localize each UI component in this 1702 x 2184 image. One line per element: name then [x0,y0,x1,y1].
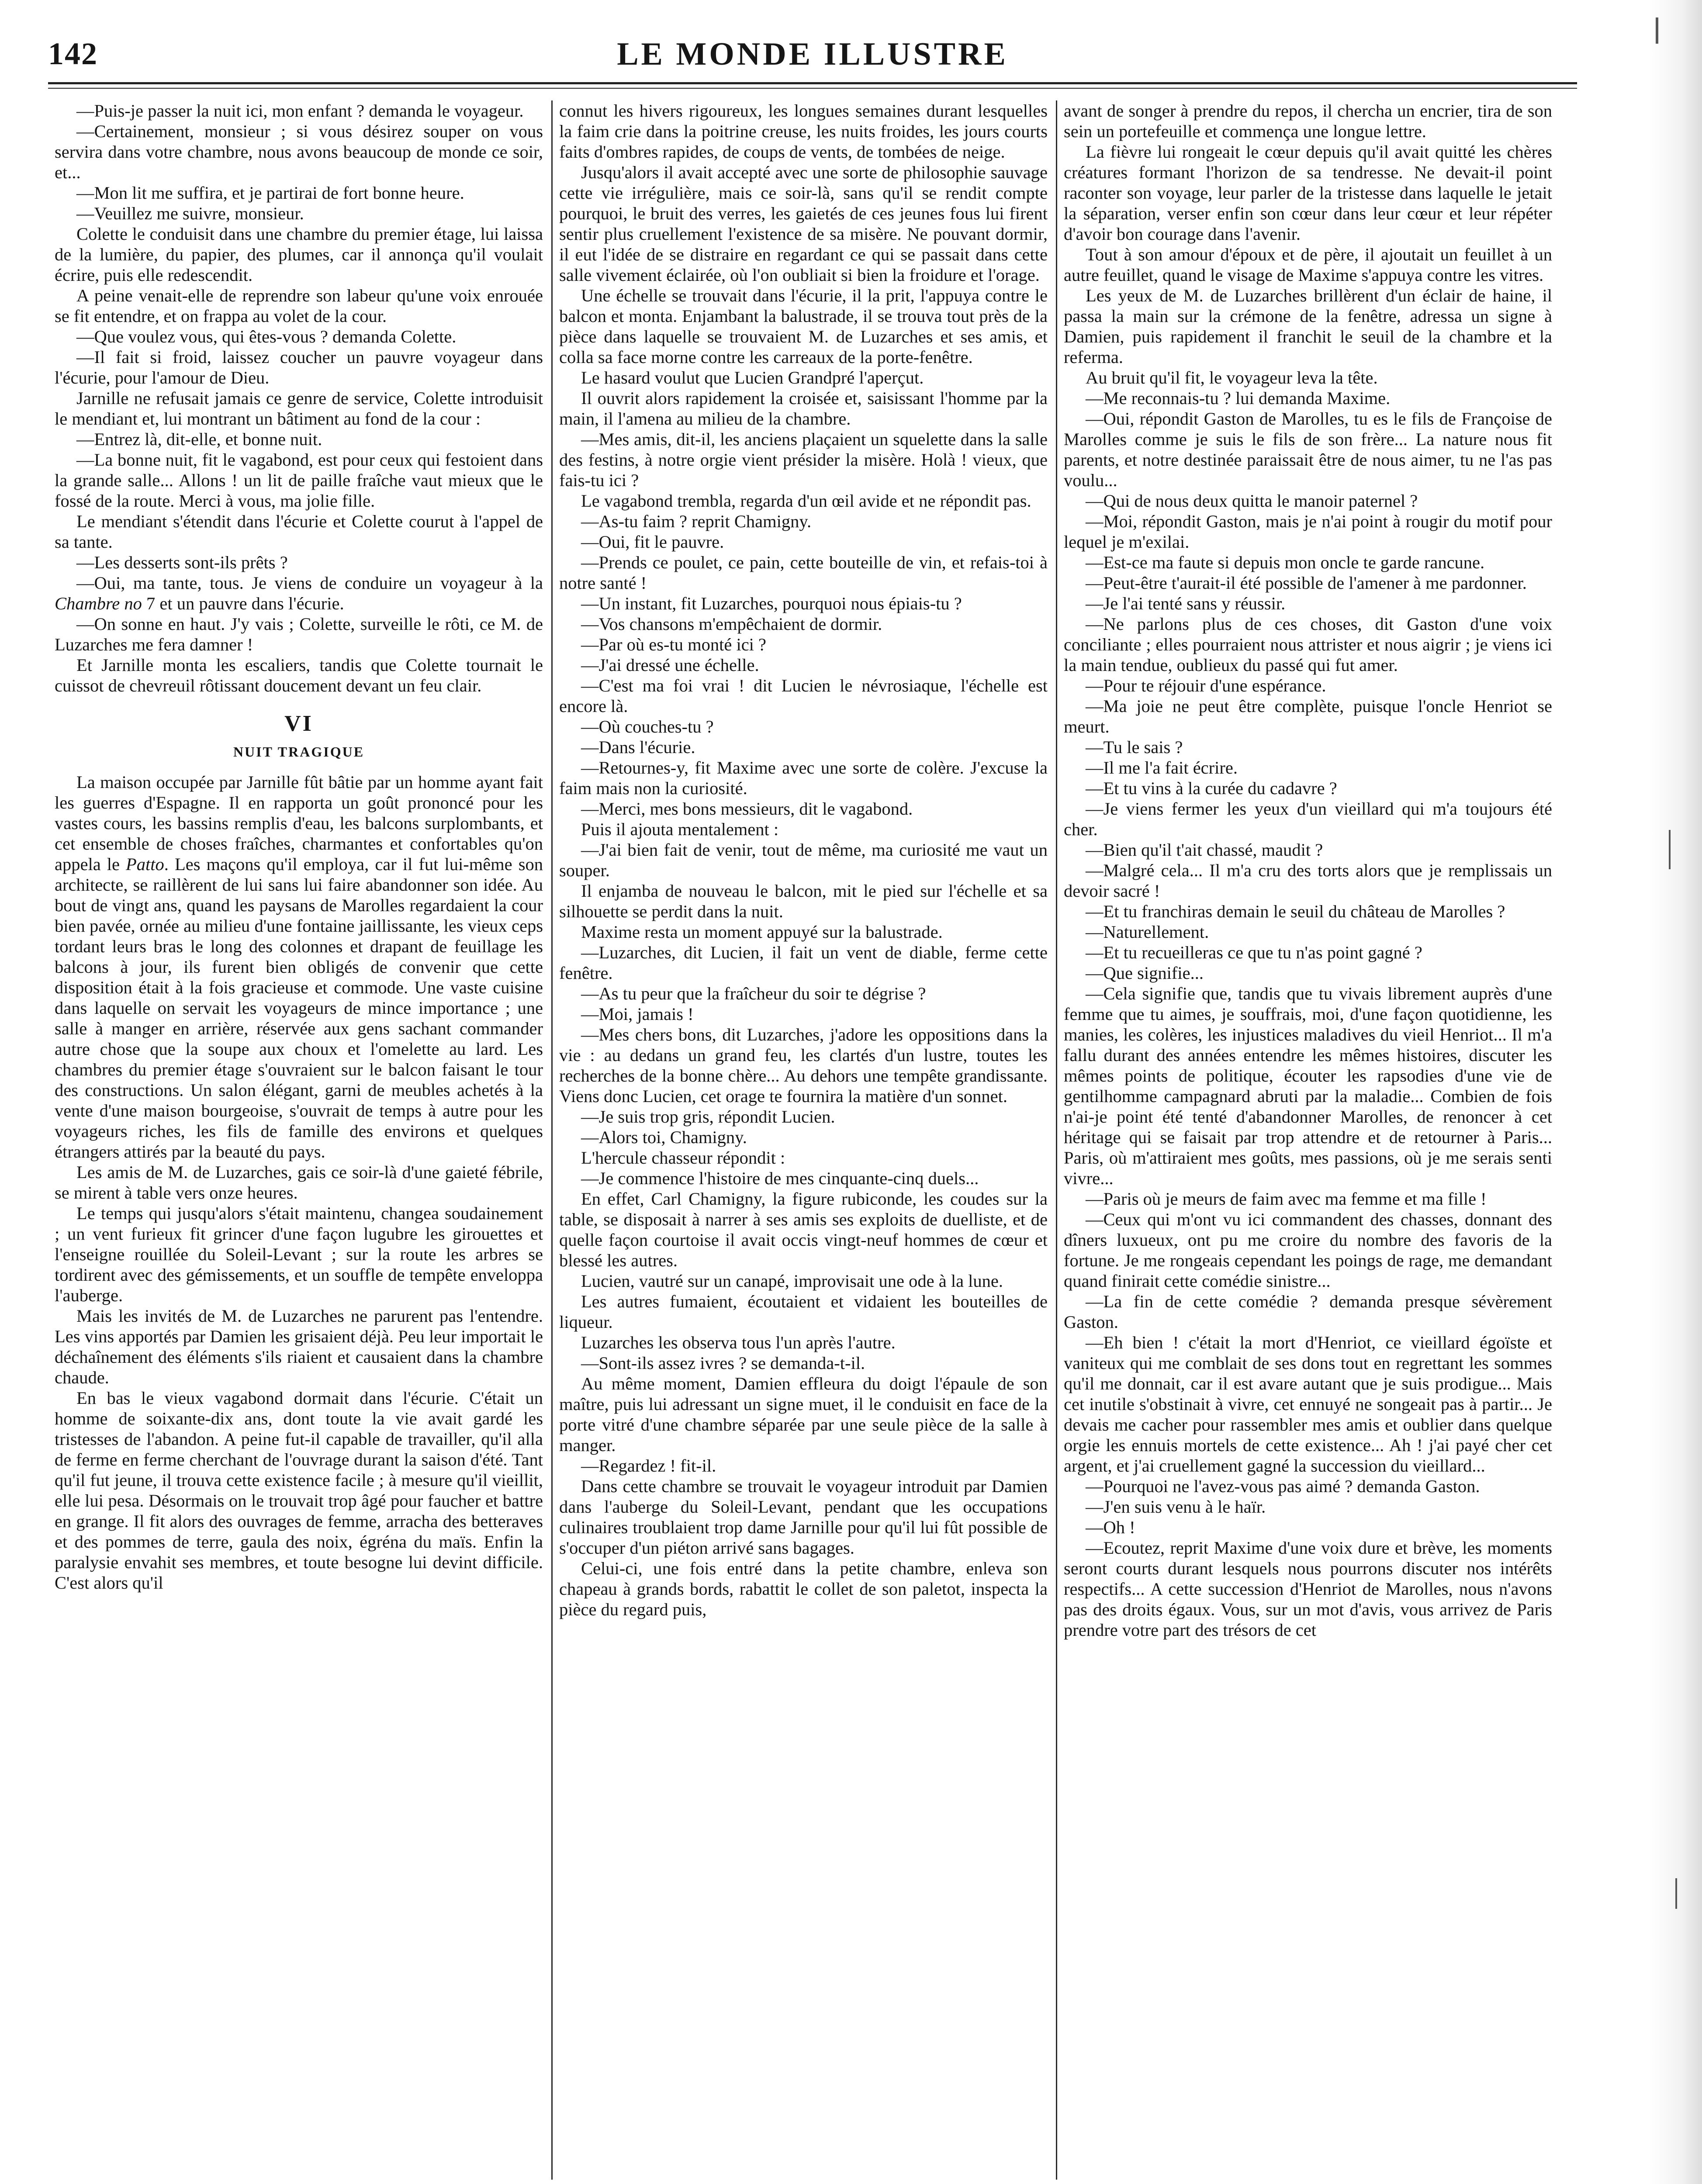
paragraph: Colette le conduisit dans une chambre du premier étage, lui laissa de la lumière, du papier, des plumes, car il annonça qu'il voulait écrire, puis elle redescendit. [55,224,543,285]
text-run: 7 et un pauvre dans l'écurie. [142,594,344,613]
paragraph: —Certainement, monsieur ; si vous désirez souper on vous servira dans votre chambre, nous avons beaucoup de monde ce soir, et... [55,121,543,182]
paragraph: —Mes chers bons, dit Luzarches, j'adore les oppositions dans la vie : au dedans un grand feu, les clartés d'un lustre, toutes les recherches de la bonne chère... Au dehors une tempête grandissante. Viens donc Lucien, cet orage te fournira la matière d'un sonnet. [559,1025,1048,1106]
paragraph: La fièvre lui rongeait le cœur depuis qu'il avait quitté les chères créatures formant l'horizon de sa tendresse. Ne devait-il point raconter son voyage, leur parler de la tristesse dans laquelle le jetait la séparation, verser enfin son cœur dans leur cœur et leur répéter d'avoir bon courage dans l'avenir. [1064,142,1552,244]
paragraph: Le vagabond trembla, regarda d'un œil avide et ne répondit pas. [581,491,1031,511]
paragraph: —Je l'ai tenté sans y réussir. [1086,594,1286,613]
paragraph [55,573,543,614]
paragraph: Le hasard voulut que Lucien Grandpré l'aperçut. [581,368,924,387]
paragraph: —Par où es-tu monté ici ? [581,635,767,654]
print-speck [1656,17,1658,44]
paragraph: —Moi, répondit Gaston, mais je n'ai point à rougir du motif pour lequel je m'exilai. [1064,511,1552,552]
paragraph: —Ma joie ne peut être complète, puisque l'oncle Henriot se meurt. [1064,696,1552,736]
paragraph: —Qui de nous deux quitta le manoir paternel ? [1086,491,1418,511]
text-run: La maison occupée par Jarnille fût bâtie par un homme ayant fait les guerres d'Espagne. Il en rapporta un goût prononcé pour les vastes cours, les bassins remplis d'eau, les balcons surplombants, et cet ensemble de choses fraîches, charmantes et confortables qu'on appela le [55,772,543,874]
paragraph: —Ne parlons plus de ces choses, dit Gaston d'une voix conciliante ; elles pourraient nous attrister et nous aigrir ; je viens ici la main tendue, oublieux du passé qui fut amer. [1064,614,1552,675]
paragraph: —Naturellement. [1086,922,1209,942]
column-divider [551,100,553,2180]
paragraph: —Eh bien ! c'était la mort d'Henriot, ce vieillard égoïste et vaniteux qui me comblait de ses dons tout en regrettant les sommes qu'il me donnait, car il est avare autant que je suis prodigue... Mais cet inutile s'obstinait à vivre, cet ennuyé ne songeait pas à partir... Je devais me cacher pour rassembler mes amis et oublier dans quelque orgie les ennuis mortels de cette existence... Ah ! j'ai payé cher cet argent, et j'ai cruellement gagné la succession du vieillard... [1064,1333,1552,1476]
paragraph: En effet, Carl Chamigny, la figure rubiconde, les coudes sur la table, se disposait à narrer à ses amis ses exploits de duelliste, et de quelle façon courtoise il avait occis vingt-neuf hommes de cœur et blessé les autres. [559,1189,1048,1270]
paragraph: Tout à son amour d'époux et de père, il ajoutait un feuillet à un autre feuillet, quand le visage de Maxime s'appuya contre les vitres. [1064,245,1552,285]
paragraph: —As-tu faim ? reprit Chamigny. [581,511,812,531]
page-number: 142 [48,36,98,71]
paragraph: —Luzarches, dit Lucien, il fait un vent de diable, ferme cette fenêtre. [559,943,1048,983]
paragraph: Dans cette chambre se trouvait le voyageur introduit par Damien dans l'auberge du Soleil-Levant, pendant que les occupations culinaires troublaient trop dame Jarnille pour qu'il lui fût possible de s'occuper d'un piéton arrivé sans bagages. [559,1476,1048,1558]
paragraph: Celui-ci, une fois entré dans la petite chambre, enleva son chapeau à grands bords, rabattit le collet de son paletot, inspecta la pièce du regard puis, [559,1559,1048,1619]
paragraph [55,772,543,1162]
page-edge-shadow [1650,0,1702,2184]
column-divider [1056,100,1057,2180]
paragraph: —La fin de cette comédie ? demanda presque sévèrement Gaston. [1064,1292,1552,1332]
paragraph: —Puis-je passer la nuit ici, mon enfant ? demanda le voyageur. [76,101,524,121]
italic-text: Chambre no [55,594,142,613]
paragraph: Le mendiant s'étendit dans l'écurie et Colette courut à l'appel de sa tante. [55,511,543,552]
paragraph: —J'ai dressé une échelle. [581,655,759,675]
text-run: . Les maçons qu'il employa, car il fut lui-même son architecte, se raillèrent de lui sans lui faire abandonner son idée. Au bout de vingt ans, quand les paysans de Marolles regardaient la cour bien pavée, ornée au milieu d'une fontaine jaillissante, les vieux ceps tordant leurs bras le long des colonnes et drapant de feuillage les balcons à jour, ils furent bien obligés de convenir que cette disposition était à la fois gracieuse et commode. Une vaste cuisine dans laquelle on servait les voyageurs de mince importance ; une salle à manger en arrière, réservée aux gens sachant commander autre chose que la soupe aux choux et l'omelette au lard. Les chambres du premier étage s'ouvraient sur le balcon faisant le tour des constructions. Un salon élégant, garni de meubles achetés à la vente d'une maison bourgeoise, s'ouvrait de temps à autre pour les voyageurs riches, les fils de famille des environs et quelques étrangers attirés par la beauté du pays. [55,854,543,1161]
paragraph: Mais les invités de M. de Luzarches ne parurent pas l'entendre. Les vins apportés par Damien les grisaient déjà. Peu leur importait le déchaînement des éléments s'ils riaient et causaient dans la chambre chaude. [55,1306,543,1387]
paragraph: —On sonne en haut. J'y vais ; Colette, surveille le rôti, ce M. de Luzarches me fera damner ! [55,614,543,654]
paragraph: —Que signifie... [1086,963,1204,983]
paragraph: —J'en suis venu à le haïr. [1086,1497,1266,1517]
column-2 [559,100,1048,2180]
paragraph: Puis il ajouta mentalement : [581,819,779,839]
paragraph: Au même moment, Damien effleura du doigt l'épaule de son maître, puis lui adressant un signe muet, il le conduisit en face de la porte vitré d'une chambre séparée par une seule pièce de la salle à manger. [559,1374,1048,1455]
paragraph: —Veuillez me suivre, monsieur. [76,204,304,223]
paragraph: Jarnille ne refusait jamais ce genre de service, Colette introduisit le mendiant et, lui montrant un bâtiment au fond de la cour : [55,388,543,429]
paragraph: —Il fait si froid, laissez coucher un pauvre voyageur dans l'écurie, pour l'amour de Dieu. [55,347,543,387]
paragraph: —Malgré cela... Il m'a cru des torts alors que je remplissais un devoir sacré ! [1064,860,1552,901]
paragraph: —Un instant, fit Luzarches, pourquoi nous épiais-tu ? [581,594,962,613]
paragraph: En bas le vieux vagabond dormait dans l'écurie. C'était un homme de soixante-dix ans, dont toute la vie avait gardé les tristesses de l'abandon. A peine fut-il capable de travailler, qu'il alla de ferme en ferme cherchant de l'ouvrage durant la saison d'été. Tant qu'il fut jeune, il trouva cette existence facile ; à mesure qu'il vieillit, elle lui pesa. Désormais on le trouvait trop âgé pour faucher et battre en grange. Il fit alors des ouvrages de femme, arracha des betteraves et des pommes de terre, gaula des noix, égréna du maïs. Enfin la paralysie envahit ses membres, et toute besogne lui devint difficile. C'est alors qu'il [55,1388,543,1593]
paragraph: —Dans l'écurie. [581,737,695,757]
paragraph: —Et tu vins à la curée du cadavre ? [1086,778,1337,798]
paragraph: —Oui, répondit Gaston de Marolles, tu es le fils de Françoise de Marolles comme je suis le fils de son frère... La nature nous fit parents, et notre destinée paraissait être de nous aimer, tu ne l'as pas voulu... [1064,409,1552,490]
paragraph: Le temps qui jusqu'alors s'était maintenu, changea soudainement ; un vent furieux fit grincer d'une façon lugubre les girouettes et l'enseigne rouillée du Soleil-Levant ; sur la route les arbres se tordirent avec des gémissements, et un souffle de tempête enveloppa l'auberge. [55,1203,543,1305]
paragraph: —Alors toi, Chamigny. [581,1127,747,1147]
paragraph: —Entrez là, dit-elle, et bonne nuit. [76,429,322,449]
paragraph: Jusqu'alors il avait accepté avec une sorte de philosophie sauvage cette vie irrégulière, mais ce soir-là, sans qu'il se rendit compte pourquoi, le bruit des verres, les gaietés de ces jeunes fous lui firent sentir plus cruellement l'existence de sa misère. Ne pouvant dormir, il eut l'idée de se distraire en regardant ce qui se passait dans cette salle vivement éclairée, où l'on oubliait si bien la froidure et l'orage. [559,162,1048,285]
paragraph: —Où couches-tu ? [581,717,714,736]
paragraph: Lucien, vautré sur un canapé, improvisait une ode à la lune. [581,1271,1003,1291]
paragraph: Luzarches les observa tous l'un après l'autre. [581,1333,896,1352]
paragraph: L'hercule chasseur répondit : [581,1148,785,1168]
paragraph: —Me reconnais-tu ? lui demanda Maxime. [1086,388,1391,408]
paragraph: —Bien qu'il t'ait chassé, maudit ? [1086,840,1323,860]
paragraph: connut les hivers rigoureux, les longues semaines durant lesquelles la faim crie dans la poitrine creuse, les nuits froides, les jours courts faits d'ombres rapides, de coups de vents, de tombées de neige. [559,101,1048,162]
paragraph: —Je suis trop gris, répondit Lucien. [581,1107,835,1127]
paragraph: Au bruit qu'il fit, le voyageur leva la tête. [1086,368,1378,387]
paragraph: —Je commence l'histoire de mes cinquante-cinq duels... [581,1168,979,1188]
paragraph: —Merci, mes bons messieurs, dit le vagabond. [581,799,913,819]
paragraph: Et Jarnille monta les escaliers, tandis que Colette tournait le cuissot de chevreuil rôtissant doucement devant un feu clair. [55,655,543,695]
paragraph: Une échelle se trouvait dans l'écurie, il la prit, l'appuya contre le balcon et monta. Enjambant la balustrade, il se trouva tout près de la pièce dans laquelle se trouvaient M. de Luzarches et ses amis, et colla sa face morne contre les carreaux de la porte-fenêtre. [559,286,1048,367]
paragraph: Les yeux de M. de Luzarches brillèrent d'un éclair de haine, il passa la main sur la crémone de la fenêtre, adressa un signe à Damien, puis rapidement il franchit le seuil de la chambre et la referma. [1064,286,1552,367]
paragraph: —Je viens fermer les yeux d'un vieillard qui m'a toujours été cher. [1064,799,1552,839]
paragraph: —Cela signifie que, tandis que tu vivais librement auprès d'une femme que tu aimes, je souffrais, moi, d'une façon quotidienne, les manies, les colères, les injustices maladives du vieil Henriot... Il m'a fallu durant des années entendre les mêmes histoires, discuter les mêmes points de politique, écouter les rapsodies d'une vie de gentilhomme campagnard abruti par la maladie... Combien de fois n'ai-je point été tenté d'abandonner Marolles, de renoncer à cet héritage qui se faisait par trop attendre et de retourner à Paris... Paris, où m'attiraient mes goûts, mes passions, où je me serais senti vivre... [1064,984,1552,1188]
paragraph: —Paris où je meurs de faim avec ma femme et ma fille ! [1086,1189,1487,1209]
paragraph: —C'est ma foi vrai ! dit Lucien le névrosiaque, l'échelle est encore là. [559,676,1048,716]
paragraph: —Et tu recueilleras ce que tu n'as point gagné ? [1086,943,1422,962]
paragraph: —Que voulez vous, qui êtes-vous ? demanda Colette. [76,327,457,346]
paragraph: —Oh ! [1086,1517,1135,1537]
paragraph: —J'ai bien fait de venir, tout de même, ma curiosité me vaut un souper. [559,840,1048,880]
header-rule [48,82,1577,89]
paragraph: Les amis de M. de Luzarches, gais ce soir-là d'une gaieté fébrile, se mirent à table vers onze heures. [55,1162,543,1203]
paragraph: —Mes amis, dit-il, les anciens plaçaient un squelette dans la salle des festins, à notre orgie vient présider la misère. Holà ! vieux, que fais-tu ici ? [559,429,1048,490]
print-speck [1675,1878,1677,1909]
italic-text: Patto [126,854,164,874]
paragraph: —Mon lit me suffira, et je partirai de fort bonne heure. [76,183,464,203]
paragraph: —Est-ce ma faute si depuis mon oncle te garde rancune. [1086,553,1485,572]
paragraph: A peine venait-elle de reprendre son labeur qu'une voix enrouée se fit entendre, et on frappa au volet de la cour. [55,286,543,326]
paragraph: —Prends ce poulet, ce pain, cette bouteille de vin, et refais-toi à notre santé ! [559,553,1048,593]
paragraph: —Et tu franchiras demain le seuil du château de Marolles ? [1086,902,1505,921]
paragraph: Les autres fumaient, écoutaient et vidaient les bouteilles de liqueur. [559,1292,1048,1332]
paragraph: Il ouvrit alors rapidement la croisée et, saisissant l'homme par la main, il l'amena au milieu de la chambre. [559,388,1048,429]
paragraph: avant de songer à prendre du repos, il chercha un encrier, tira de son sein un portefeuille et commença une longue lettre. [1064,101,1552,141]
chapter-number: VI [284,711,313,736]
paragraph: —Pour te réjouir d'une espérance. [1086,676,1326,695]
paragraph: —Regardez ! fit-il. [581,1456,716,1476]
paragraph: —Sont-ils assez ivres ? se demanda-t-il. [581,1353,865,1373]
paragraph: —Ecoutez, reprit Maxime d'une voix dure et brève, les moments seront courts durant lesquels nous pourrons discuter nos intérêts respectifs... A cette succession d'Henriot de Marolles, nous n'avons pas des droits égaux. Vous, sur un mot d'avis, vous arrivez de Paris prendre votre part des trésors de cet [1064,1538,1552,1640]
paragraph: —Peut-être t'aurait-il été possible de l'amener à me pardonner. [1086,573,1527,593]
page-header [48,31,1577,79]
paragraph: —Il me l'a fait écrire. [1086,758,1238,778]
text-run: —Oui, ma tante, tous. Je viens de conduire un voyageur à la [76,573,543,593]
paragraph: Il enjamba de nouveau le balcon, mit le pied sur l'échelle et sa silhouette se perdit dans la nuit. [559,881,1048,921]
paragraph: Maxime resta un moment appuyé sur la balustrade. [581,922,943,942]
paragraph: —Pourquoi ne l'avez-vous pas aimé ? demanda Gaston. [1086,1476,1480,1496]
print-speck [1669,830,1671,869]
chapter-title: NUIT TRAGIQUE [233,744,365,760]
paragraph: —Ceux qui m'ont vu ici commandent des chasses, donnant des dîners luxueux, ont pu me croire du nombre des favoris de la fortune. Je me rongeais cependant les poings de rage, me demandant quand finirait cette comédie sinistre... [1064,1209,1552,1291]
paragraph: —Les desserts sont-ils prêts ? [76,553,288,572]
paragraph: —Tu le sais ? [1086,737,1183,757]
paragraph: —La bonne nuit, fit le vagabond, est pour ceux qui festoient dans la grande salle... Allons ! un lit de paille fraîche vaut mieux que le fossé de la route. Merci à vous, ma jolie fille. [55,450,543,511]
paragraph: —Moi, jamais ! [581,1004,694,1024]
paragraph: —Vos chansons m'empêchaient de dormir. [581,614,882,634]
paragraph: —Oui, fit le pauvre. [581,532,724,552]
paragraph: —Retournes-y, fit Maxime avec une sorte de colère. J'excuse la faim mais non la curiosité. [559,758,1048,798]
paragraph: —As tu peur que la fraîcheur du soir te dégrise ? [581,984,926,1003]
column-3 [1064,100,1552,2180]
masthead: LE MONDE ILLUSTRE [617,36,1008,72]
column-1 [55,100,543,2180]
